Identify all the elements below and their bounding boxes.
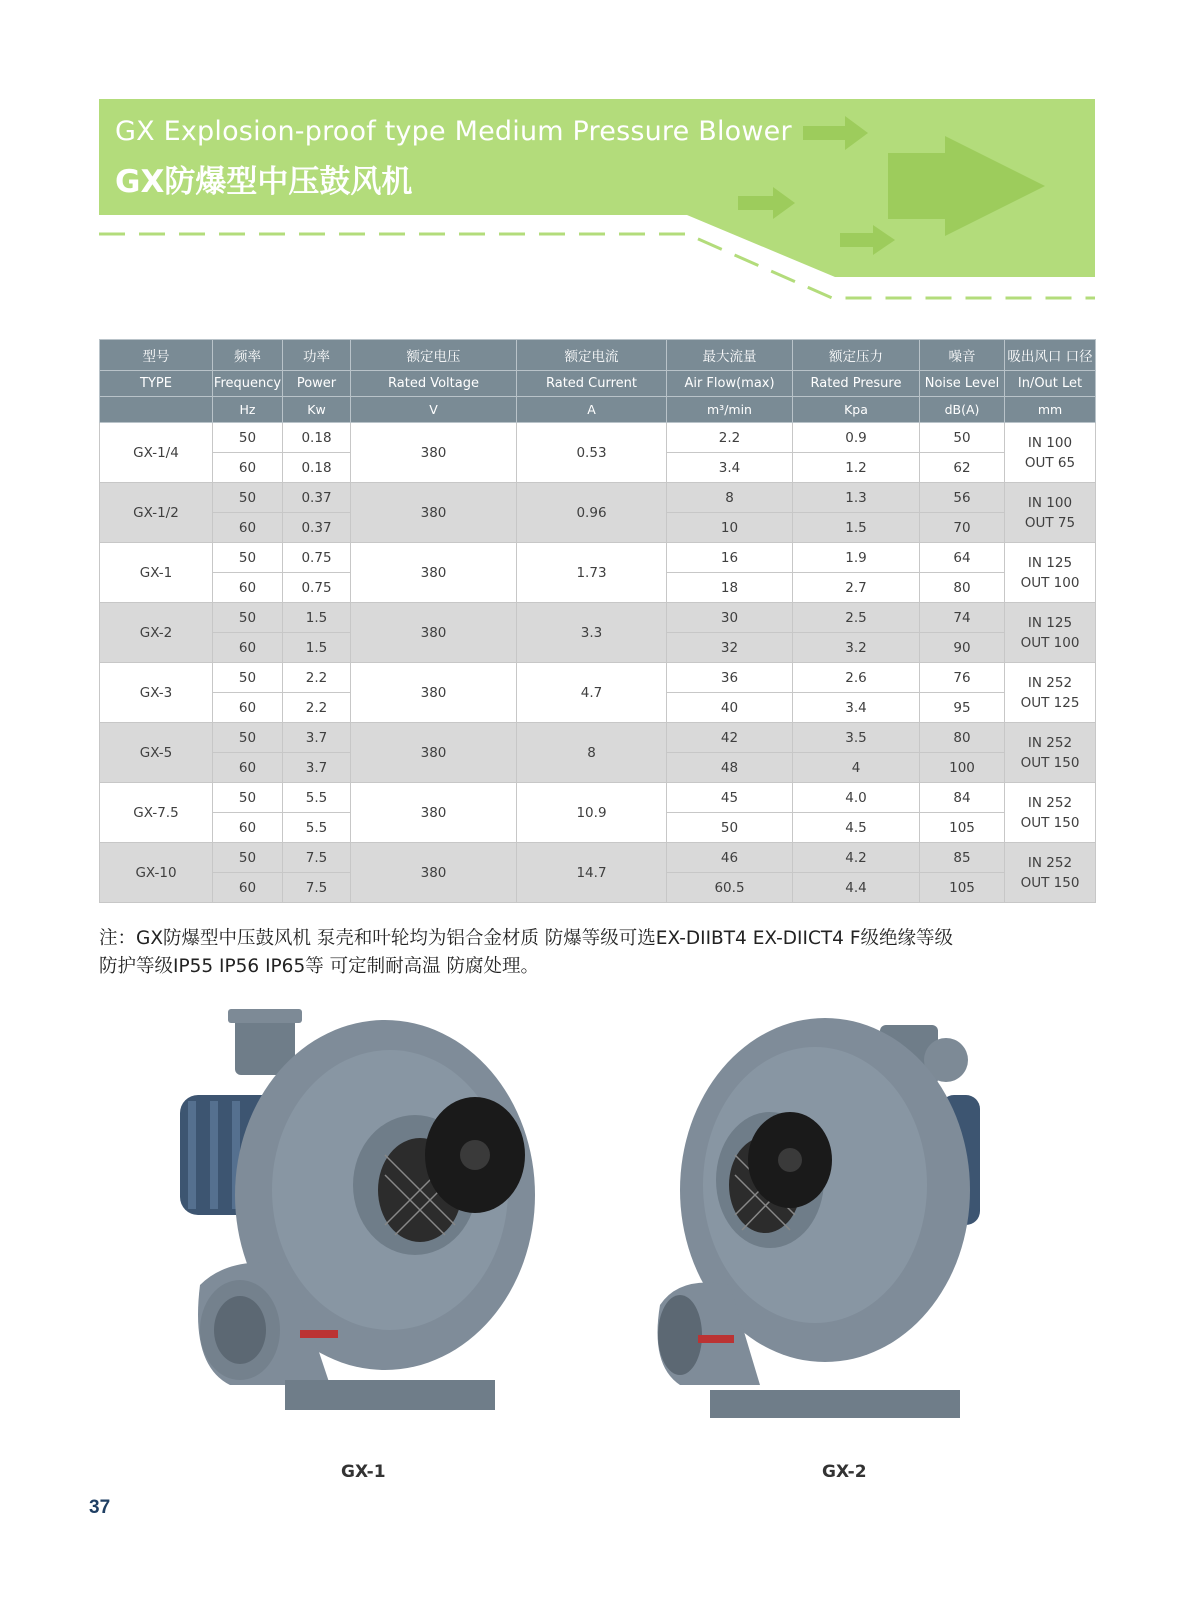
page-number: 37 bbox=[89, 1497, 111, 1518]
noise-cell: 105 bbox=[920, 813, 1005, 843]
power-cell: 5.5 bbox=[283, 813, 351, 843]
outlet-out: OUT 150 bbox=[1020, 874, 1080, 891]
pressure-cell: 4.0 bbox=[793, 783, 920, 813]
header-banner bbox=[0, 0, 1200, 310]
frequency-cell: 50 bbox=[213, 483, 283, 513]
power-cell: 2.2 bbox=[283, 663, 351, 693]
col-header: 功率 bbox=[283, 340, 351, 371]
note-line: 防护等级IP55 IP56 IP65等 可定制耐高温 防腐处理。 bbox=[99, 956, 539, 977]
unit-header: dB(A) bbox=[920, 397, 1005, 423]
outlet-cell bbox=[1005, 783, 1096, 843]
noise-cell: 80 bbox=[920, 723, 1005, 753]
table-row bbox=[100, 603, 1096, 633]
voltage-cell: 380 bbox=[351, 723, 517, 783]
outlet-cell bbox=[1005, 603, 1096, 663]
title-english: GX Explosion-proof type Medium Pressure Blower bbox=[115, 116, 792, 147]
blower-photo-icon bbox=[180, 1009, 535, 1410]
col-header: Noise Level bbox=[920, 371, 1005, 397]
blower-photo-icon bbox=[658, 1018, 981, 1418]
airflow-cell: 16 bbox=[667, 543, 793, 573]
voltage-cell: 380 bbox=[351, 783, 517, 843]
col-header: 频率 bbox=[213, 340, 283, 371]
outlet-out: OUT 65 bbox=[1024, 454, 1076, 471]
banner-graphic bbox=[0, 0, 1200, 310]
outlet-in: IN 252 bbox=[1027, 734, 1073, 751]
col-header: 噪音 bbox=[920, 340, 1005, 371]
power-cell: 1.5 bbox=[283, 633, 351, 663]
col-header: Rated Voltage bbox=[351, 371, 517, 397]
frequency-cell: 50 bbox=[213, 423, 283, 453]
table-row bbox=[100, 723, 1096, 753]
frequency-cell: 60 bbox=[213, 753, 283, 783]
outlet-out: OUT 100 bbox=[1020, 574, 1080, 591]
unit-header: A bbox=[517, 397, 667, 423]
power-cell: 3.7 bbox=[283, 723, 351, 753]
pressure-cell: 4.5 bbox=[793, 813, 920, 843]
noise-cell: 70 bbox=[920, 513, 1005, 543]
col-header: 型号 bbox=[100, 340, 213, 371]
voltage-cell: 380 bbox=[351, 843, 517, 903]
table-row bbox=[100, 543, 1096, 573]
col-header: 额定压力 bbox=[793, 340, 920, 371]
current-cell: 0.53 bbox=[517, 423, 667, 483]
airflow-cell: 18 bbox=[667, 573, 793, 603]
noise-cell: 100 bbox=[920, 753, 1005, 783]
airflow-cell: 36 bbox=[667, 663, 793, 693]
blower-photo-gx-1 bbox=[170, 1005, 560, 1435]
blower-photo-gx-2 bbox=[650, 1005, 1000, 1435]
airflow-cell: 50 bbox=[667, 813, 793, 843]
noise-cell: 76 bbox=[920, 663, 1005, 693]
table-row bbox=[100, 423, 1096, 453]
spec-table bbox=[99, 339, 1096, 903]
pressure-cell: 2.7 bbox=[793, 573, 920, 603]
power-cell: 7.5 bbox=[283, 873, 351, 903]
header-row-english bbox=[100, 371, 1096, 397]
noise-cell: 90 bbox=[920, 633, 1005, 663]
col-header: 最大流量 bbox=[667, 340, 793, 371]
frequency-cell: 50 bbox=[213, 543, 283, 573]
pressure-cell: 3.5 bbox=[793, 723, 920, 753]
model-cell: GX-1/2 bbox=[100, 483, 213, 543]
title-chinese: GX防爆型中压鼓风机 bbox=[115, 164, 413, 200]
col-header: Rated Current bbox=[517, 371, 667, 397]
col-header: Frequency bbox=[213, 371, 283, 397]
model-cell: GX-2 bbox=[100, 603, 213, 663]
power-cell: 0.18 bbox=[283, 423, 351, 453]
pressure-cell: 2.6 bbox=[793, 663, 920, 693]
power-cell: 5.5 bbox=[283, 783, 351, 813]
table-row bbox=[100, 783, 1096, 813]
outlet-in: IN 125 bbox=[1027, 614, 1073, 631]
airflow-cell: 40 bbox=[667, 693, 793, 723]
noise-cell: 62 bbox=[920, 453, 1005, 483]
frequency-cell: 60 bbox=[213, 633, 283, 663]
product-label-gx-1: GX-1 bbox=[341, 1462, 386, 1482]
pressure-cell: 1.9 bbox=[793, 543, 920, 573]
voltage-cell: 380 bbox=[351, 423, 517, 483]
noise-cell: 95 bbox=[920, 693, 1005, 723]
table-row bbox=[100, 663, 1096, 693]
product-label-gx-2: GX-2 bbox=[822, 1462, 867, 1482]
unit-header: m³/min bbox=[667, 397, 793, 423]
pressure-cell: 0.9 bbox=[793, 423, 920, 453]
outlet-out: OUT 100 bbox=[1020, 634, 1080, 651]
model-cell: GX-3 bbox=[100, 663, 213, 723]
pressure-cell: 4.4 bbox=[793, 873, 920, 903]
pressure-cell: 1.5 bbox=[793, 513, 920, 543]
airflow-cell: 46 bbox=[667, 843, 793, 873]
outlet-cell bbox=[1005, 723, 1096, 783]
airflow-cell: 45 bbox=[667, 783, 793, 813]
current-cell: 0.96 bbox=[517, 483, 667, 543]
frequency-cell: 50 bbox=[213, 663, 283, 693]
voltage-cell: 380 bbox=[351, 543, 517, 603]
model-cell: GX-7.5 bbox=[100, 783, 213, 843]
power-cell: 7.5 bbox=[283, 843, 351, 873]
outlet-in: IN 100 bbox=[1027, 494, 1073, 511]
header-row-chinese bbox=[100, 340, 1096, 371]
model-cell: GX-1/4 bbox=[100, 423, 213, 483]
model-cell: GX-5 bbox=[100, 723, 213, 783]
pressure-cell: 4.2 bbox=[793, 843, 920, 873]
airflow-cell: 32 bbox=[667, 633, 793, 663]
col-header: 吸出风口 口径 bbox=[1005, 340, 1096, 371]
note-line: 注：GX防爆型中压鼓风机 泵壳和叶轮均为铝合金材质 防爆等级可选EX-DIIBT4 EX-DIICT4 F级绝缘等级 bbox=[99, 928, 953, 949]
pressure-cell: 1.2 bbox=[793, 453, 920, 483]
unit-header: V bbox=[351, 397, 517, 423]
power-cell: 2.2 bbox=[283, 693, 351, 723]
voltage-cell: 380 bbox=[351, 483, 517, 543]
unit-header: Hz bbox=[213, 397, 283, 423]
frequency-cell: 60 bbox=[213, 813, 283, 843]
unit-header: mm bbox=[1005, 397, 1096, 423]
col-header: Rated Presure bbox=[793, 371, 920, 397]
voltage-cell: 380 bbox=[351, 603, 517, 663]
noise-cell: 74 bbox=[920, 603, 1005, 633]
outlet-out: OUT 75 bbox=[1024, 514, 1076, 531]
noise-cell: 64 bbox=[920, 543, 1005, 573]
unit-header: Kpa bbox=[793, 397, 920, 423]
col-header: Power bbox=[283, 371, 351, 397]
table-row bbox=[100, 483, 1096, 513]
airflow-cell: 3.4 bbox=[667, 453, 793, 483]
col-header: Air Flow(max) bbox=[667, 371, 793, 397]
noise-cell: 84 bbox=[920, 783, 1005, 813]
outlet-in: IN 125 bbox=[1027, 554, 1073, 571]
outlet-cell bbox=[1005, 423, 1096, 483]
col-header: In/Out Let bbox=[1005, 371, 1096, 397]
note bbox=[99, 925, 1099, 981]
airflow-cell: 2.2 bbox=[667, 423, 793, 453]
airflow-cell: 10 bbox=[667, 513, 793, 543]
power-cell: 0.37 bbox=[283, 483, 351, 513]
frequency-cell: 50 bbox=[213, 723, 283, 753]
power-cell: 0.75 bbox=[283, 543, 351, 573]
current-cell: 10.9 bbox=[517, 783, 667, 843]
unit-header bbox=[100, 397, 213, 423]
airflow-cell: 60.5 bbox=[667, 873, 793, 903]
noise-cell: 105 bbox=[920, 873, 1005, 903]
airflow-cell: 42 bbox=[667, 723, 793, 753]
noise-cell: 56 bbox=[920, 483, 1005, 513]
outlet-in: IN 252 bbox=[1027, 854, 1073, 871]
frequency-cell: 60 bbox=[213, 513, 283, 543]
frequency-cell: 60 bbox=[213, 693, 283, 723]
pressure-cell: 4 bbox=[793, 753, 920, 783]
outlet-cell bbox=[1005, 843, 1096, 903]
spec-table-body bbox=[100, 423, 1096, 903]
airflow-cell: 30 bbox=[667, 603, 793, 633]
current-cell: 4.7 bbox=[517, 663, 667, 723]
current-cell: 14.7 bbox=[517, 843, 667, 903]
airflow-cell: 8 bbox=[667, 483, 793, 513]
pressure-cell: 3.4 bbox=[793, 693, 920, 723]
pressure-cell: 1.3 bbox=[793, 483, 920, 513]
outlet-out: OUT 125 bbox=[1020, 694, 1080, 711]
outlet-in: IN 252 bbox=[1027, 674, 1073, 691]
power-cell: 0.18 bbox=[283, 453, 351, 483]
current-cell: 8 bbox=[517, 723, 667, 783]
frequency-cell: 60 bbox=[213, 573, 283, 603]
frequency-cell: 60 bbox=[213, 873, 283, 903]
pressure-cell: 2.5 bbox=[793, 603, 920, 633]
power-cell: 0.75 bbox=[283, 573, 351, 603]
outlet-cell bbox=[1005, 483, 1096, 543]
current-cell: 3.3 bbox=[517, 603, 667, 663]
outlet-in: IN 100 bbox=[1027, 434, 1073, 451]
noise-cell: 80 bbox=[920, 573, 1005, 603]
frequency-cell: 50 bbox=[213, 783, 283, 813]
power-cell: 3.7 bbox=[283, 753, 351, 783]
outlet-out: OUT 150 bbox=[1020, 814, 1080, 831]
model-cell: GX-10 bbox=[100, 843, 213, 903]
col-header: 额定电流 bbox=[517, 340, 667, 371]
airflow-cell: 48 bbox=[667, 753, 793, 783]
outlet-in: IN 252 bbox=[1027, 794, 1073, 811]
unit-header: Kw bbox=[283, 397, 351, 423]
outlet-cell bbox=[1005, 543, 1096, 603]
header-row-units bbox=[100, 397, 1096, 423]
current-cell: 1.73 bbox=[517, 543, 667, 603]
noise-cell: 85 bbox=[920, 843, 1005, 873]
col-header: 额定电压 bbox=[351, 340, 517, 371]
pressure-cell: 3.2 bbox=[793, 633, 920, 663]
outlet-out: OUT 150 bbox=[1020, 754, 1080, 771]
col-header: TYPE bbox=[100, 371, 213, 397]
voltage-cell: 380 bbox=[351, 663, 517, 723]
model-cell: GX-1 bbox=[100, 543, 213, 603]
power-cell: 1.5 bbox=[283, 603, 351, 633]
power-cell: 0.37 bbox=[283, 513, 351, 543]
noise-cell: 50 bbox=[920, 423, 1005, 453]
outlet-cell bbox=[1005, 663, 1096, 723]
frequency-cell: 50 bbox=[213, 603, 283, 633]
frequency-cell: 60 bbox=[213, 453, 283, 483]
table-row bbox=[100, 843, 1096, 873]
frequency-cell: 50 bbox=[213, 843, 283, 873]
